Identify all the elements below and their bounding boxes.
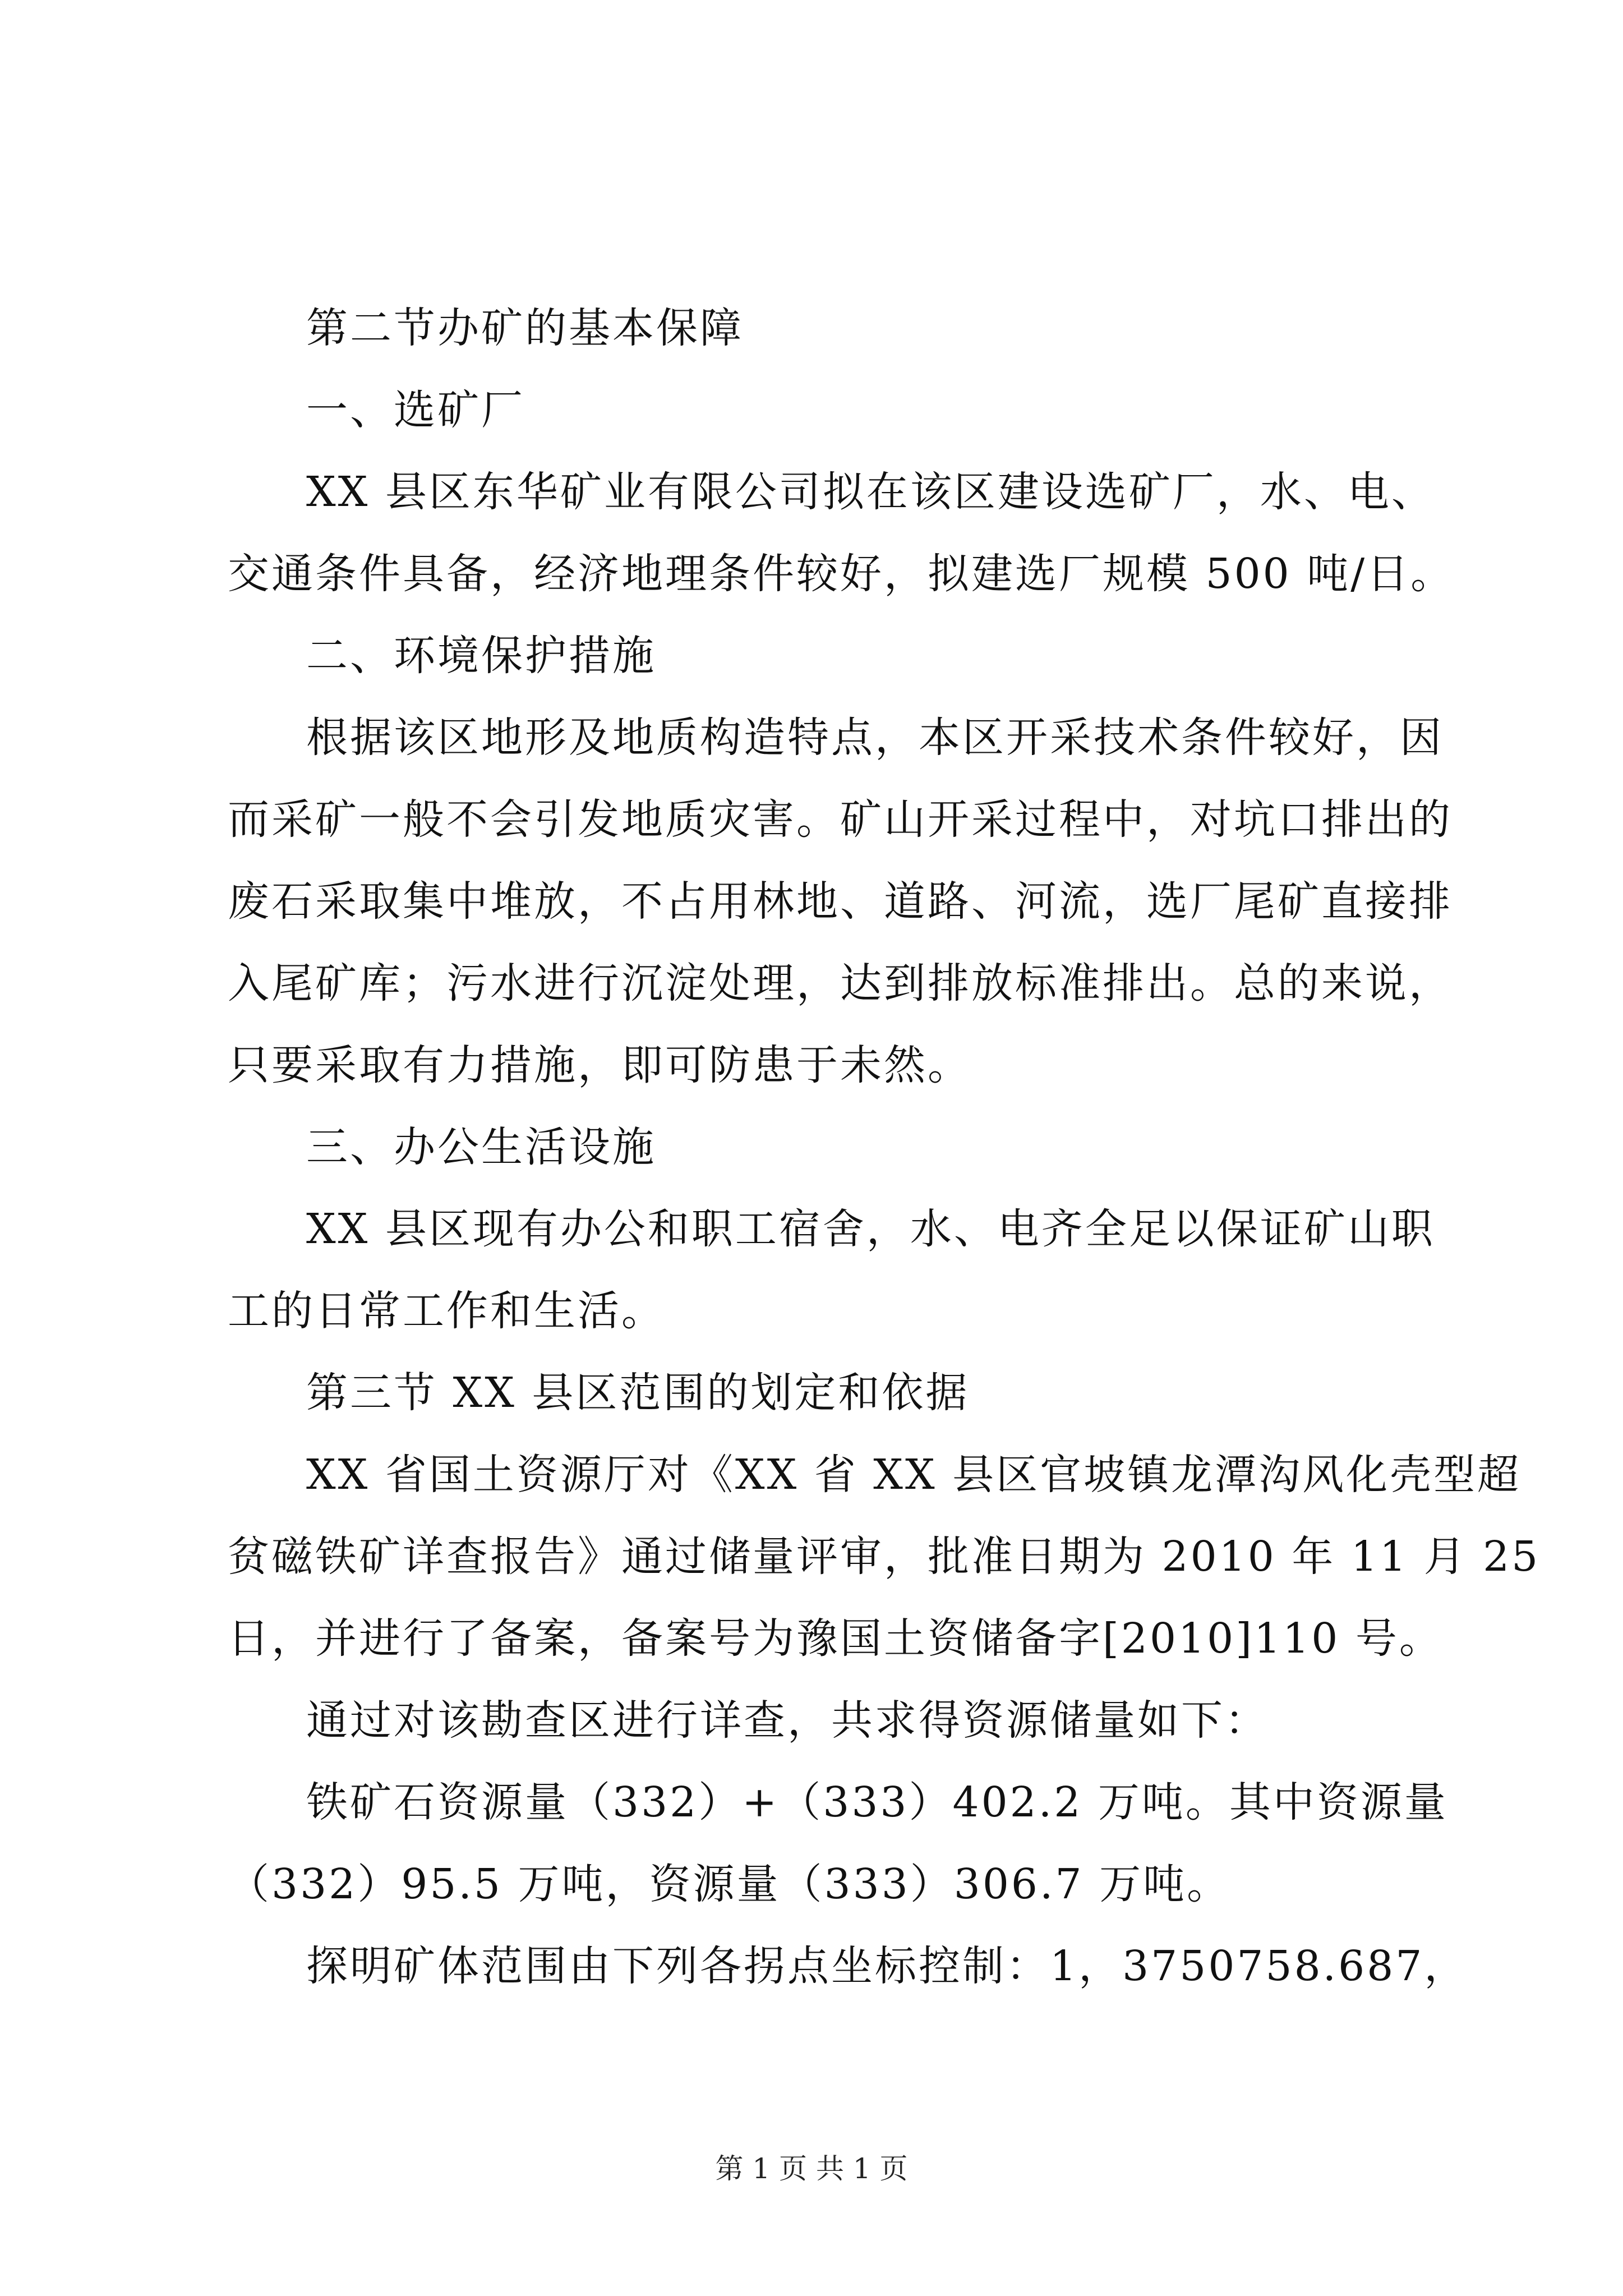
section-heading-2: 第二节办矿的基本保障: [306, 304, 744, 352]
paragraph-line: XX 县区现有办公和职工宿舍，水、电齐全足以保证矿山职: [306, 1205, 1435, 1253]
paragraph-line: 只要采取有力措施，即可防患于未然。: [228, 1041, 971, 1089]
paragraph-line: XX 县区东华矿业有限公司拟在该区建设选矿厂，水、电、: [306, 468, 1435, 516]
paragraph-line: 贫磁铁矿详查报告》通过储量评审，批准日期为 2010 年 11 月 25: [228, 1533, 1541, 1581]
paragraph-line: 交通条件具备，经济地理条件较好，拟建选厂规模 500 吨/日。: [228, 550, 1455, 598]
paragraph-line: 废石采取集中堆放，不占用林地、道路、河流，选厂尾矿直接排: [228, 877, 1453, 926]
paragraph-line: 工的日常工作和生活。: [228, 1287, 665, 1335]
paragraph-line: XX 省国土资源厅对《XX 省 XX 县区官坡镇龙潭沟风化壳型超: [306, 1451, 1521, 1499]
subheading-environmental-protection: 二、环境保护措施: [306, 632, 656, 680]
paragraph-line: 通过对该勘查区进行详查，共求得资源储量如下：: [306, 1696, 1269, 1745]
paragraph-line: 探明矿体范围由下列各拐点坐标控制：1，3750758.687，: [306, 1942, 1468, 1990]
section-heading-3: 第三节 XX 县区范围的划定和依据: [306, 1369, 970, 1417]
paragraph-line: 日，并进行了备案，备案号为豫国土资储备字[2010]110 号。: [228, 1614, 1443, 1663]
paragraph-line: （332）95.5 万吨，资源量（333）306.7 万吨。: [228, 1860, 1231, 1908]
subheading-beneficiation-plant: 一、选矿厂: [306, 386, 525, 434]
subheading-office-facilities: 三、办公生活设施: [306, 1123, 656, 1171]
paragraph-line: 而采矿一般不会引发地质灾害。矿山开采过程中，对坑口排出的: [228, 795, 1453, 844]
document-body: [228, 287, 1541, 2007]
paragraph-line: 根据该区地形及地质构造特点，本区开采技术条件较好，因: [306, 714, 1444, 762]
page-footer: 第 1 页 共 1 页: [715, 2152, 908, 2185]
paragraph-line: 入尾矿库；污水进行沉淀处理，达到排放标准排出。总的来说，: [228, 959, 1453, 1007]
paragraph-line: 铁矿石资源量（332）+（333）402.2 万吨。其中资源量: [306, 1778, 1448, 1826]
